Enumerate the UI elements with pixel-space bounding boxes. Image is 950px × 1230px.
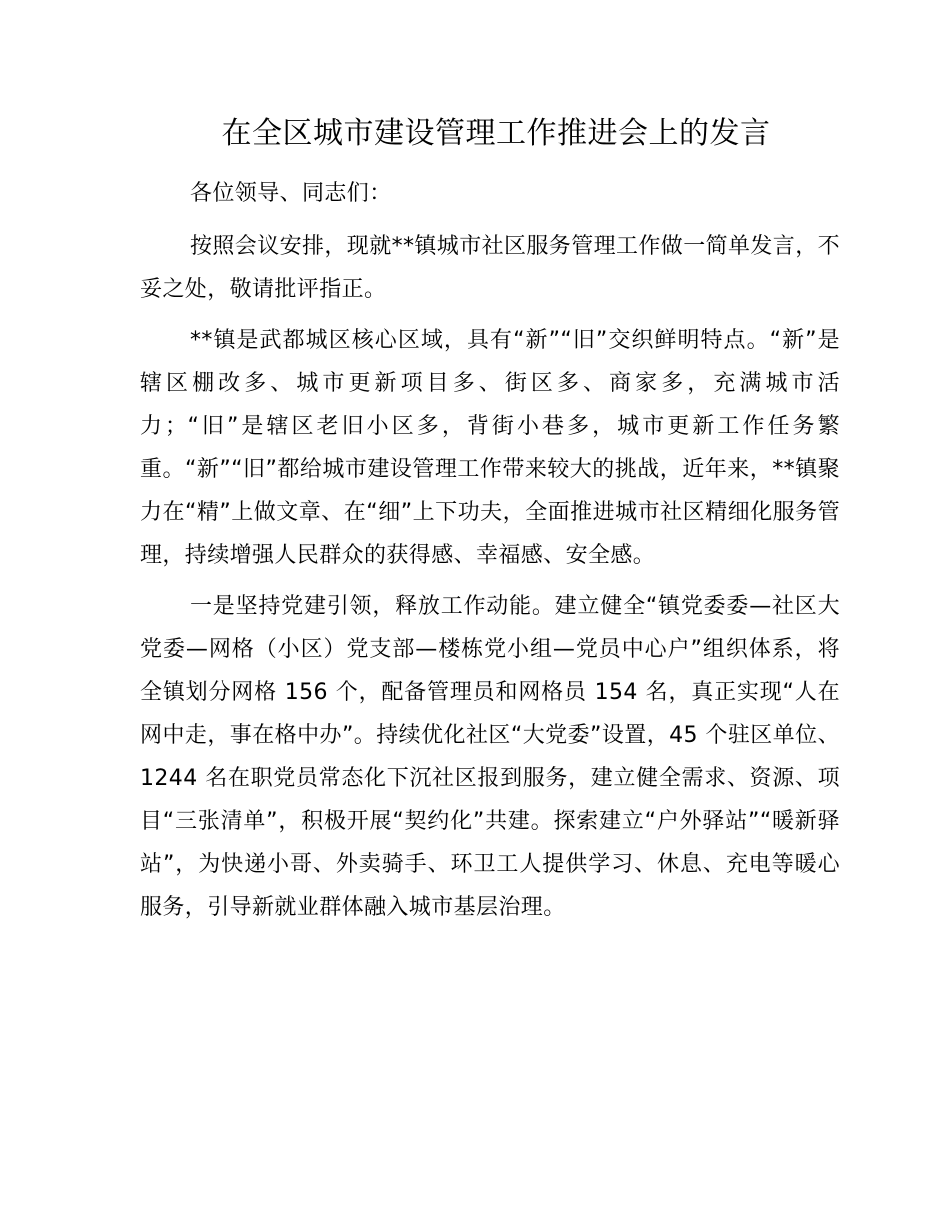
document-page [140,112,840,937]
paragraph-party-building: 一是坚持党建引领，释放工作动能。建立健全“镇党委委—社区大党委—网格（小区）党支部—楼栋党小组—党员中心户”组织体系，将全镇划分网格 156 个，配备管理员和网格员 154 名，真正实现“人在网中走，事在格中办”。持续优化社区“大党委”设置，45 个驻区单位、1244 名在职党员常态化下沉社区报到服务，建立健全需求、资源、项目“三张清单”，积极开展“契约化”共建。探索建立“户外驿站”“暖新驿站”，为快递小哥、外卖骑手、环卫工人提供学习、休息、充电等暖心服务，引导新就业群体融入城市基层治理。 [140,594,840,920]
paragraph-overview: **镇是武都城区核心区域，具有“新”“旧”交织鲜明特点。“新”是辖区棚改多、城市更新项目多、街区多、商家多，充满城市活力；“旧”是辖区老旧小区多，背街小巷多，城市更新工作任务繁重。“新”“旧”都给城市建设管理工作带来较大的挑战，近年来，**镇聚力在“精”上做文章、在“细”上下功夫，全面推进城市社区精细化服务管理，持续增强人民群众的获得感、幸福感、安全感。 [140,328,840,568]
greeting: 各位领导、同志们： [190,181,392,206]
paragraph-intro: 按照会议安排，现就**镇城市社区服务管理工作做一简单发言，不妥之处，敬请批评指正。 [140,234,841,302]
document-title: 在全区城市建设管理工作推进会上的发言 [221,116,771,151]
